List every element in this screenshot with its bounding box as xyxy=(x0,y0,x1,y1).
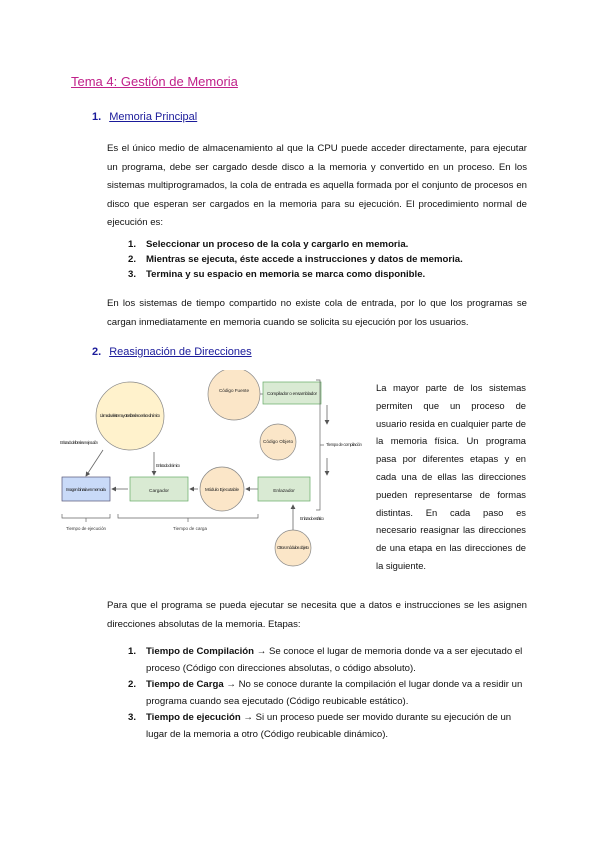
list-item: 2. Mientras se ejecuta, éste accede a instrucciones y datos de memoria. xyxy=(128,254,463,265)
page-title: Tema 4: Gestión de Memoria xyxy=(71,74,238,89)
section-1-title: Memoria Principal xyxy=(109,111,198,123)
section-1-number: 1. xyxy=(92,111,102,123)
list-item: 1. Seleccionar un proceso de la cola y cargarlo en memoria. xyxy=(128,239,409,250)
modulo-ejecutable-label: Módulo Ejecutable xyxy=(205,487,239,492)
enlazado-ejecucion-label: Enlazado de librerías en ejecución xyxy=(60,440,99,445)
section-2-heading xyxy=(92,346,252,358)
section-2-side-text: La mayor parte de los sistemas permiten que un proceso de usuario resida en cualquier parte de la memoria física. Un programa pasa por diferentes etapas y en cada una de ellas las direcciones pueden representarse de formas distintas. En cada paso es necesario reasignar las direcciones de una etapa en las direcciones de la siguiente. xyxy=(376,382,526,571)
address-binding-diagram xyxy=(58,370,363,570)
list-item: 3. Termina y su espacio en memoria se marca como disponible. xyxy=(128,269,426,280)
list-item: 2. Tiempo de Carga → No se conoce durante la compilación el lugar donde va a residir un programa cuando sea ejecutado (Código reubicable estático). xyxy=(128,679,523,707)
imagen-binaria-label: Imagen binaria en memoria xyxy=(66,487,106,492)
execution-steps-list xyxy=(128,237,508,282)
list-item: 1. Tiempo de Compilación → Se conoce el lugar de memoria donde va a ser ejecutado el proceso (Código con direcciones absolutas, o código absoluto). xyxy=(128,646,523,674)
section-2-paragraph: Para que el programa se pueda ejecutar se necesita que a datos e instrucciones se les asignen direcciones absolutas de la memoria. Etapas: xyxy=(107,600,527,630)
enlazador-label: Enlazador xyxy=(273,489,295,494)
llamada-sistema-label: Llamada al sistema y otras librerías o enlace dinámico xyxy=(100,413,160,418)
section-2-number: 2. xyxy=(92,346,102,358)
codigo-fuente-node xyxy=(208,370,260,420)
otros-modulos-label: Otros módulos objeto xyxy=(277,545,309,550)
enlazado-estatico-label: Enlazado estático xyxy=(300,516,324,521)
section-1-paragraph: Es el único medio de almacenamiento al que la CPU puede acceder directamente, para ejecutar un programa, debe ser cargado desde disco a la memoria y convertido en un proceso. En los sistemas multiprogramados, la cola de entrada es aquella formada por el conjunto de procesos en disco que esperan ser cargados en la memoria para su ejecución. El procedimiento normal de ejecución es: xyxy=(107,143,527,229)
codigo-fuente-label: Código Fuente xyxy=(219,388,249,393)
codigo-objeto-label: Código Objeto xyxy=(263,439,293,444)
cargador-label: Cargador xyxy=(149,489,169,494)
section-2-title: Reasignación de Direcciones xyxy=(109,346,252,358)
section-1-heading xyxy=(92,111,197,123)
address-binding-stages-list xyxy=(128,644,528,743)
list-item: 3. Tiempo de ejecución → Si un proceso puede ser movido durante su ejecución de un lugar de la memoria a otro (Código reubicable dinámico). xyxy=(128,712,512,740)
tiempo-carga-label: Tiempo de carga xyxy=(173,526,207,531)
enlazado-carga-label: Enlazado dinámico xyxy=(156,463,180,468)
compilador-label: Compilador o ensamblador xyxy=(267,391,317,396)
tiempo-ejecucion-label: Tiempo de ejecución xyxy=(66,526,106,531)
tiempo-compilacion-label: Tiempo de compilación xyxy=(326,442,362,447)
section-1-paragraph-2: En los sistemas de tiempo compartido no existe cola de entrada, por lo que los programas se cargan inmediatamente en memoria cuando se solicita su ejecución por los usuarios. xyxy=(107,298,527,328)
